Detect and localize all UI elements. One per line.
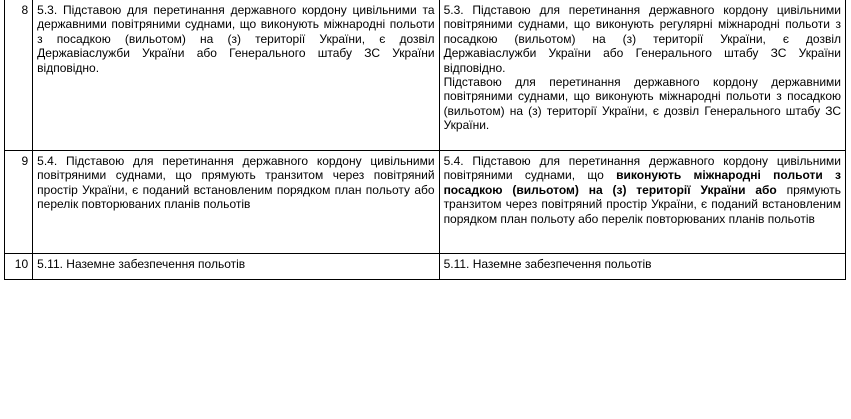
row-number: 10	[5, 254, 33, 280]
current-text-cell	[33, 0, 439, 151]
current-text-paragraph: 5.11. Наземне забезпечення польотів	[37, 257, 246, 271]
proposed-text-paragraph: 5.3. Підставою для перетинання державного кордону цивільними повітряними суднами, що виконують регулярні міжнародні польоти з посадкою (вильотом) на (з) території України, є дозвіл Державіаслужби України або Генерального штабу ЗС України відповідно.	[443, 3, 841, 75]
proposed-text-cell	[439, 0, 845, 151]
comparison-table-viewport	[4, 0, 846, 271]
proposed-text-cell	[439, 254, 845, 280]
current-text-cell	[33, 254, 439, 280]
current-text-paragraph: 5.3. Підставою для перетинання державного кордону цивільними та державними повітряними суднами, що виконують міжнародні польоти з посадкою (вильотом) на (з) території України, є дозвіл Державіаслужби України або Генерального штабу ЗС України відповідно.	[37, 3, 435, 75]
proposed-text-paragraph: 5.11. Наземне забезпечення польотів	[443, 257, 652, 271]
proposed-text-segment: прямують транзитом через повітряний простір України, є поданий встановленим порядком план польоту або перелік повторюваних планів польотів	[443, 182, 841, 226]
proposed-text-paragraph: Підставою для перетинання державного кордону державними повітряними суднами, що виконують міжнародні польоти з посадкою (вильотом) на (з) території України, є дозвіл Генерального штабу ЗС України.	[443, 75, 841, 133]
row-number: 8	[5, 0, 33, 151]
row-number: 9	[5, 151, 33, 254]
proposed-text-cell	[439, 151, 845, 254]
proposed-text-segment: 5.4. Підставою для перетинання державного кордону цивільними повітряними суднами, що	[443, 154, 841, 183]
table-row	[5, 0, 846, 151]
table-row	[5, 254, 846, 280]
current-text-paragraph: 5.4. Підставою для перетинання державного кордону цивільними повітряними суднами, що прямують транзитом через повітряний простір України, є поданий встановленим порядком план польоту або перелік повторюваних планів польотів	[37, 154, 435, 212]
comparison-table	[4, 0, 846, 280]
proposed-text-paragraph	[444, 154, 841, 226]
proposed-text-change-highlight: виконують міжнародні польоти з посадкою (вильотом) на (з) території України або	[443, 168, 841, 197]
current-text-cell	[33, 151, 439, 254]
table-row	[5, 151, 846, 254]
